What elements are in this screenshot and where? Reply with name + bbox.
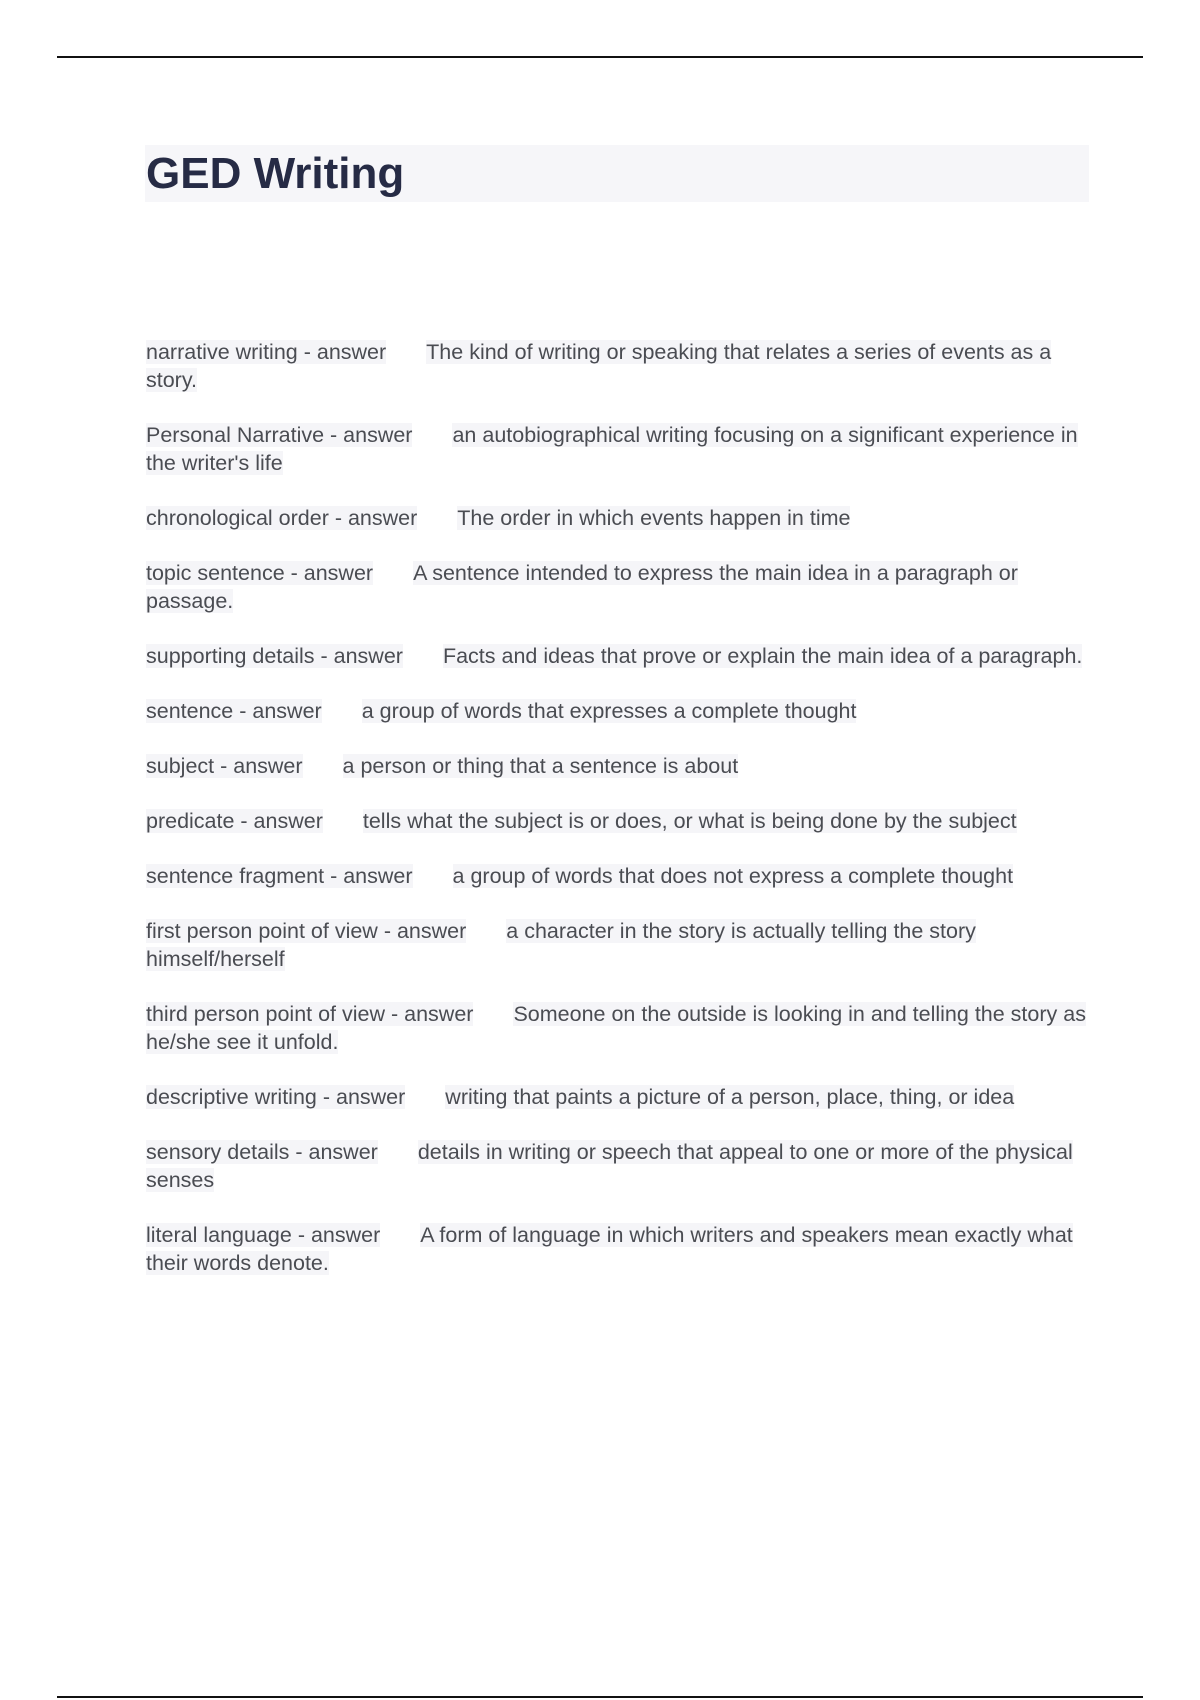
entry-term: supporting details [146,644,315,668]
flashcard-entry [146,1000,1092,1056]
entry-definition: writing that paints a picture of a person, place, thing, or idea [445,1085,1015,1109]
entry-definition: A sentence intended to express the main idea in a paragraph or passage. [146,561,1018,613]
entry-definition: Facts and ideas that prove or explain the main idea of a paragraph. [442,644,1083,668]
entry-answer-label: - answer [385,1002,474,1026]
flashcard-list [146,338,1092,1304]
entry-term: sensory details [146,1140,290,1164]
entry-definition: a person or thing that a sentence is about [342,754,739,778]
flashcard-entry [146,752,1092,780]
entry-answer-label: - answer [297,340,387,364]
entry-term: sentence fragment [146,864,325,888]
entry-definition: The order in which events happen in time [457,506,851,530]
flashcard-entry [146,504,1092,532]
entry-definition: The kind of writing or speaking that relates a series of events as a story. [146,340,1052,392]
entry-term: third person point of view [146,1002,386,1026]
entry-answer-label: - answer [328,506,418,530]
entry-definition: details in writing or speech that appeal to one or more of the physical senses [146,1140,1073,1192]
entry-answer-label: - answer [214,754,303,778]
entry-term: first person point of view [146,919,378,943]
entry-answer-label: - answer [316,1085,406,1109]
flashcard-entry [146,807,1092,835]
entry-answer-label: - answer [284,561,374,585]
entry-term: Personal Narrative [146,423,325,447]
entry-term: descriptive writing [146,1085,317,1109]
entry-answer-label: - answer [234,809,323,833]
entry-answer-label: - answer [324,423,413,447]
flashcard-entry [146,559,1092,615]
flashcard-entry [146,862,1092,890]
flashcard-entry [146,917,1092,973]
entry-term: narrative writing [146,340,298,364]
entry-answer-label: - answer [291,1223,381,1247]
entry-term: chronological order [146,506,329,530]
entry-term: predicate [146,809,235,833]
top-rule [57,56,1143,58]
entry-term: literal language [146,1223,292,1247]
entry-answer-label: - answer [314,644,403,668]
entry-term: sentence [146,699,234,723]
entry-answer-label: - answer [289,1140,378,1164]
page-title: GED Writing [146,149,405,198]
flashcard-entry [146,642,1092,670]
flashcard-entry [146,1083,1092,1111]
entry-definition: Someone on the outside is looking in and telling the story as he/she see it unfold. [146,1002,1086,1054]
flashcard-entry [146,1138,1092,1194]
entry-term: subject [146,754,215,778]
entry-answer-label: - answer [233,699,322,723]
flashcard-entry [146,338,1092,394]
entry-definition: a group of words that expresses a complete thought [361,699,857,723]
entry-term: topic sentence [146,561,285,585]
entry-definition: an autobiographical writing focusing on a significant experience in the writer's life [146,423,1078,475]
flashcard-entry [146,1221,1092,1277]
bottom-rule [57,1696,1143,1698]
entry-definition: tells what the subject is or does, or what is being done by the subject [362,809,1017,833]
entry-answer-label: - answer [377,919,467,943]
entry-definition: A form of language in which writers and speakers mean exactly what their words denote. [146,1223,1073,1275]
flashcard-entry [146,421,1092,477]
entry-definition: a group of words that does not express a complete thought [452,864,1014,888]
entry-answer-label: - answer [324,864,413,888]
entry-definition: a character in the story is actually telling the story himself/herself [146,919,976,971]
flashcard-entry [146,697,1092,725]
